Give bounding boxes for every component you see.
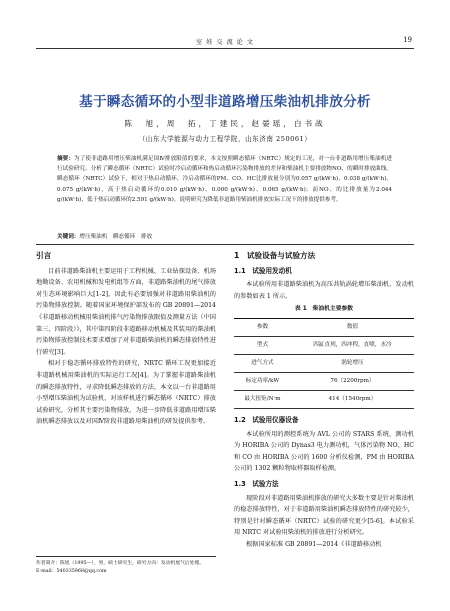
keywords-label: 关键词： <box>57 234 80 240</box>
paragraph-1-3: 现阶段对非道路用柴油机排放的研究大多数主要是针对柴油机的稳态排放特性，对于非道路用柴油机瞬态排放特性的研究较少，特别是针对瞬态循环（NRTC）试验的研究更少[5-6]。本试验采用 NRTC 对试验用柴油机的排放进行分析研究。 <box>234 494 414 537</box>
table-header-cell: 参数 <box>234 318 291 336</box>
table-row <box>234 390 414 408</box>
table-cell: 最大扭矩/N·m <box>234 390 291 408</box>
table-header-cell: 数值 <box>291 318 414 336</box>
table-cell: 四缸直列，四冲程，直喷，水冷 <box>291 336 414 354</box>
abstract <box>57 154 392 205</box>
abstract-label: 摘要： <box>57 156 75 162</box>
table-caption: 表 1 柴油机主要参数 <box>294 306 354 313</box>
footnote-author: 作者简介：陈旭（1995—），男，硕士研究生，研究方向：发动机尾气后处理。 <box>36 561 205 566</box>
footnote <box>36 556 216 576</box>
abstract-text: 为了使非道路用增压柴油机满足国Ⅳ排放限值的要求，本文按照瞬态循环（NRTC）规定的工况，对一台非道路用增压柴油机进行试验研究。分析了瞬态循环（NRTC）试验时冷启动循环和热启动循环污染物排放的差异和柴油机主要排放物NO、的瞬时排放曲线。瞬态循环（NRTC）试验下，相对于热启动循环，冷启动循环的PM、CO、HC比排放量分别为0.057 g/(kW·h)、0.038 g/(kW·h)、0.075 g/(kW·h)，高于热启动循环的0.010 g/(kW·h)、0.000 g/(kW·h)、0.065 g/(kW·h)；而NO、的比排放量为2.044 g/(kW·h)，低于热启动循环的2.591 g/(kW·h)。说明研究为降低非道路用柴油机排放实际工况下的排放提供参考。 <box>57 156 392 203</box>
table-header-row <box>234 318 414 336</box>
authors: 陈 旭，周 拓，丁建民，赵晏瑶，白书战 <box>124 119 326 128</box>
paragraph-1-2: 本试验所用的测控系统为 AVL 公司的 STARS 系统，测功机为 HORIBA 公司的 Dynas3 电力测功机，气体污染物 NO、HC 和 CO 由 HORIBA 公司的 1600 分析仪检测，PM 由 HORIBA 公司的 1302 颗粒物取样器取样检测。 <box>234 430 414 473</box>
table-cell: 76（2200rpm） <box>291 372 414 390</box>
section-heading-1-3: 1.3 试验方法 <box>234 479 279 488</box>
section-heading-intro: 引言 <box>36 251 52 260</box>
running-header <box>36 36 414 49</box>
table-row <box>234 372 414 390</box>
right-column <box>234 248 414 551</box>
keywords-text: 增压柴油机 瞬态循环 排放 <box>79 234 153 240</box>
table-row <box>234 336 414 354</box>
paragraph-1-3b: 根据国家标准 GB 20891—2014《非道路移动机 <box>246 540 382 548</box>
journal-name: 室 娃 交 流 论 文 <box>196 39 254 46</box>
divider <box>36 244 414 245</box>
section-heading-1-1: 1.1 试验用发动机 <box>234 266 292 275</box>
table-row <box>234 354 414 372</box>
paper-title: 基于瞬态循环的小型非道路增压柴油机排放分析 <box>79 94 371 110</box>
keywords <box>57 232 392 240</box>
table-cell: 涡轮增压 <box>291 354 414 372</box>
engine-parameters-table <box>234 318 414 409</box>
section-heading-1-2: 1.2 试验用仪器设备 <box>234 415 299 424</box>
footnote-email: E-mail：540335968@qq.com <box>36 569 107 574</box>
intro-paragraph-1: 目前非道路柴油机主要运用于工程机械、工业钻探设备、机场地勤设备、农用机械和发电机组等方面，非道路柴油机的尾气排放对生态环境影响巨大[1-2]，因此有必要加强对非道路用柴油机的污染物排放控制。随着国家环境保护部发布的 GB 20891—2014《非道路移动机械用柴油机排气污染物排放限值及测量方法（中国第三、四阶段）》，其中第四阶段非道路移动机械及其装用的柴油机污染物排放控制技术要求增加了对非道路柴油机的瞬态排放特性进行研究[3]。 <box>36 267 216 356</box>
affiliation: （山东大学能源与动力工程学院，山东济南 250061） <box>138 135 312 143</box>
intro-paragraph-2: 相对于稳态循环排放特性的研究，NRTC 循环工况更加接近非道路机械用柴油机的实际运行工况[4]。为了掌握非道路柴油机的瞬态排放特性，寻求降低瞬态排放的方法，本文以一台非道路用小型增压柴油机为试验机，对该样机进行瞬态循环（NRTC）排放试验研究，分析其主要污染物排放，为进一步降低非道路用增压柴油机瞬态排放以及对国Ⅳ阶段非道路用柴油机的研发提供参考。 <box>36 360 216 426</box>
table-cell: 进气方式 <box>234 354 291 372</box>
table-cell: 414（1540rpm） <box>291 390 414 408</box>
paragraph-1-1: 本试验所用非道路柴油机为高压共轨涡轮增压柴油机，发动机的参数如表 1 所示。 <box>234 281 414 300</box>
left-column <box>36 248 216 428</box>
table-cell: 标定功率/kW <box>234 372 291 390</box>
section-heading-1: 1 试验设备与试验方法 <box>234 251 316 260</box>
table-cell: 型式 <box>234 336 291 354</box>
page-number: 19 <box>403 36 412 44</box>
